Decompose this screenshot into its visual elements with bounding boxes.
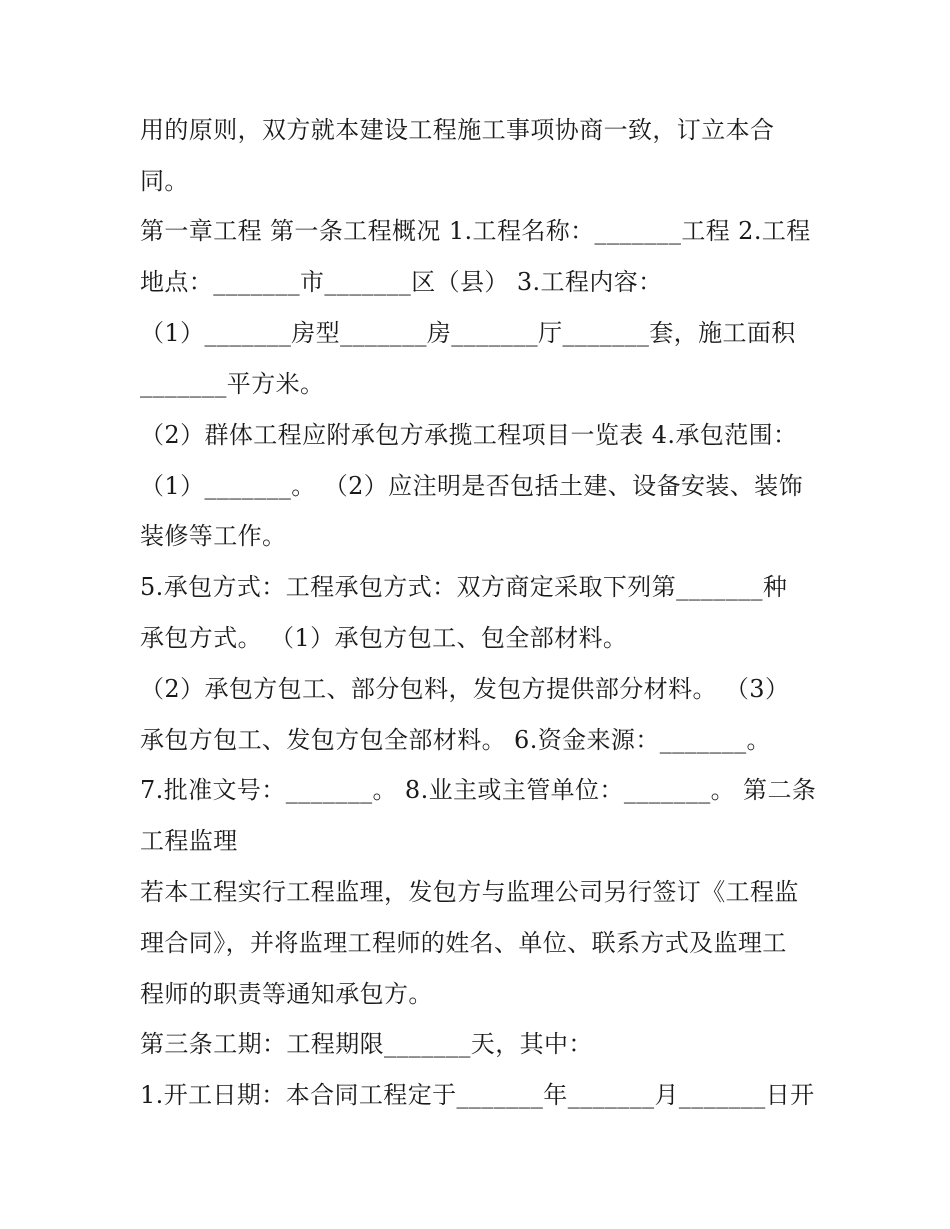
text-line-2: 同。 xyxy=(140,167,189,195)
text-line-9: 装修等工作。 xyxy=(140,522,287,550)
text-line-4: 地点：_______市_______区（县） 3.工程内容： xyxy=(140,268,663,296)
text-line-5: （1）_______房型_______房_______厅_______套，施工面积 xyxy=(140,319,796,347)
text-line-11: 承包方式。 （1）承包方包工、包全部材料。 xyxy=(140,624,628,652)
text-line-12: （2）承包方包工、部分包料，发包方提供部分材料。 （3） xyxy=(140,675,790,703)
text-line-20: 1.开工日期：本合同工程定于_______年_______月_______日开 xyxy=(140,1081,815,1109)
text-line-16: 若本工程实行工程监理，发包方与监理公司另行签订《工程监 xyxy=(140,878,799,906)
text-line-7: （2）群体工程应附承包方承揽工程项目一览表 4.承包范围： xyxy=(140,421,798,449)
text-line-15: 工程监理 xyxy=(140,827,238,855)
text-line-10: 5.承包方式：工程承包方式：双方商定采取下列第_______种 xyxy=(140,573,788,601)
text-line-6: _______平方米。 xyxy=(140,370,325,398)
text-line-8: （1）_______。 （2）应注明是否包括土建、设备安装、装饰 xyxy=(140,472,803,500)
text-line-14: 7.批准文号：_______。 8.业主或主管单位：_______。 第二条 xyxy=(140,776,817,804)
text-line-3: 第一章工程 第一条工程概况 1.工程名称：_______工程 2.工程 xyxy=(140,217,811,245)
text-line-17: 理合同》，并将监理工程师的姓名、单位、联系方式及监理工 xyxy=(140,929,787,957)
text-line-19: 第三条工期：工程期限_______天，其中： xyxy=(140,1030,593,1058)
text-line-18: 程师的职责等通知承包方。 xyxy=(140,980,433,1008)
text-line-13: 承包方包工、发包方包全部材料。 6.资金来源：_______。 xyxy=(140,726,771,754)
text-line-1: 用的原则，双方就本建设工程施工事项协商一致，订立本合 xyxy=(140,116,775,144)
